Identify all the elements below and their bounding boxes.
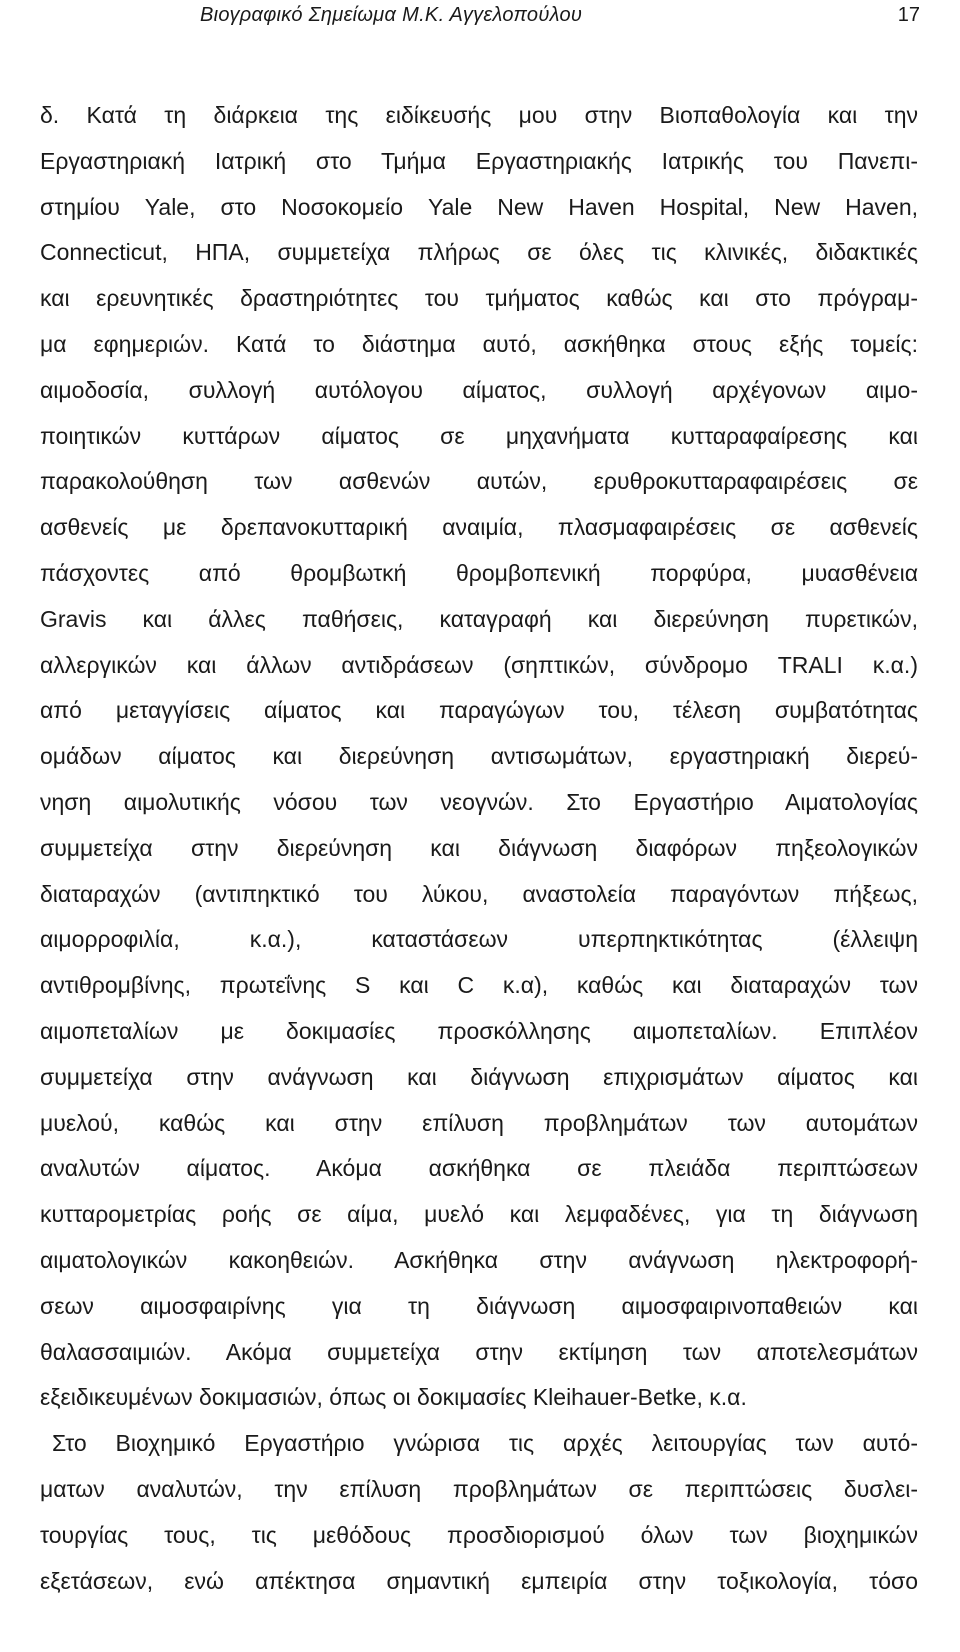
text-line: Gravis και άλλες παθήσεις, καταγραφή και διερεύνηση πυρετικών, bbox=[40, 605, 918, 632]
text-line: αιμορροφιλία, κ.α.), καταστάσεων υπερπηκτικότητας (έλλειψη bbox=[40, 926, 918, 953]
text-line: ασθενείς με δρεπανοκυτταρική αναιμία, πλασμαφαιρέσεις σε ασθενείς bbox=[40, 514, 918, 541]
text-line: κυτταρομετρίας ροής σε αίμα, μυελό και λεμφαδένες, για τη διάγνωση bbox=[40, 1201, 918, 1228]
text-line: μα εφημεριών. Κατά το διάστημα αυτό, ασκήθηκα στους εξής τομείς: bbox=[40, 330, 918, 357]
text-line: εξετάσεων, ενώ απέκτησα σημαντική εμπειρία στην τοξικολογία, τόσο bbox=[40, 1567, 918, 1594]
text-line: συμμετείχα στην ανάγνωση και διάγνωση επιχρισμάτων αίματος και bbox=[40, 1063, 918, 1090]
text-line: ματων αναλυτών, την επίλυση προβλημάτων σε περιπτώσεις δυσλει- bbox=[40, 1475, 918, 1502]
text-line: αιμοπεταλίων με δοκιμασίες προσκόλλησης αιμοπεταλίων. Επιπλέον bbox=[40, 1017, 918, 1044]
text-line: και ερευνητικές δραστηριότητες του τμήματος καθώς και στο πρόγραμ- bbox=[40, 285, 918, 312]
text-line: συμμετείχα στην διερεύνηση και διάγνωση διαφόρων πηξεολογικών bbox=[40, 834, 918, 861]
text-line: ομάδων αίματος και διερεύνηση αντισωμάτων, εργαστηριακή διερεύ- bbox=[40, 743, 918, 770]
text-line: στημίου Yale, στο Νοσοκομείο Yale New Haven Hospital, New Haven, bbox=[40, 193, 918, 220]
text-line: σεων αιμοσφαιρίνης για τη διάγνωση αιμοσφαιρινοπαθειών και bbox=[40, 1292, 918, 1319]
body-paragraph bbox=[40, 93, 918, 1604]
text-line: αλλεργικών και άλλων αντιδράσεων (σηπτικών, σύνδρομο TRALI κ.α.) bbox=[40, 651, 918, 678]
text-line: δ. Κατά τη διάρκεια της ειδίκευσής μου στην Βιοπαθολογία και την bbox=[40, 102, 918, 128]
text-line: από μεταγγίσεις αίματος και παραγώγων του, τέλεση συμβατότητας bbox=[40, 697, 918, 724]
page-number: 17 bbox=[897, 4, 920, 26]
text-line: διαταραχών (αντιπηκτικό του λύκου, αναστολεία παραγόντων πήξεως, bbox=[40, 880, 918, 907]
text-line: παρακολούθηση των ασθενών αυτών, ερυθροκυτταραφαιρέσεις σε bbox=[40, 468, 918, 495]
text-line: Στο Βιοχημικό Εργαστήριο γνώρισα τις αρχές λειτουργίας των αυτό- bbox=[52, 1430, 918, 1457]
text-line: πάσχοντες από θρομβωτκή θρομβοπενική πορφύρα, μυασθένεια bbox=[40, 559, 918, 586]
text-line: τουργίας τους, τις μεθόδους προσδιορισμού όλων των βιοχημικών bbox=[40, 1521, 918, 1548]
text-line: μυελού, καθώς και στην επίλυση προβλημάτων των αυτομάτων bbox=[40, 1109, 918, 1136]
text-line: αναλυτών αίματος. Ακόμα ασκήθηκα σε πλειάδα περιπτώσεων bbox=[40, 1155, 918, 1182]
text-line: ποιητικών κυττάρων αίματος σε μηχανήματα κυτταραφαίρεσης και bbox=[40, 422, 918, 449]
text-line: αιματολογικών κακοηθειών. Ασκήθηκα στην ανάγνωση ηλεκτροφορή- bbox=[40, 1246, 918, 1273]
running-header bbox=[200, 0, 920, 30]
text-line: Connecticut, ΗΠΑ, συμμετείχα πλήρως σε όλες τις κλινικές, διδακτικές bbox=[40, 239, 918, 266]
text-line: νηση αιμολυτικής νόσου των νεογνών. Στο Εργαστήριο Αιματολογίας bbox=[40, 788, 918, 815]
text-line: Εργαστηριακή Ιατρική στο Τμήμα Εργαστηριακής Ιατρικής του Πανεπι- bbox=[40, 147, 918, 174]
text-line: αιμοδοσία, συλλογή αυτόλογου αίματος, συλλογή αρχέγονων αιμο- bbox=[40, 376, 918, 403]
text-line: αντιθρομβίνης, πρωτεΐνης S και C κ.α), καθώς και διαταραχών των bbox=[40, 972, 918, 999]
text-line: εξειδικευμένων δοκιμασιών, όπως οι δοκιμασίες Kleihauer-Betke, κ.α. bbox=[40, 1384, 747, 1411]
text-line: θαλασσαιμιών. Ακόμα συμμετείχα στην εκτίμηση των αποτελεσμάτων bbox=[40, 1338, 918, 1365]
header-title: Βιογραφικό Σημείωμα Μ.Κ. Αγγελοπούλου bbox=[200, 4, 583, 26]
